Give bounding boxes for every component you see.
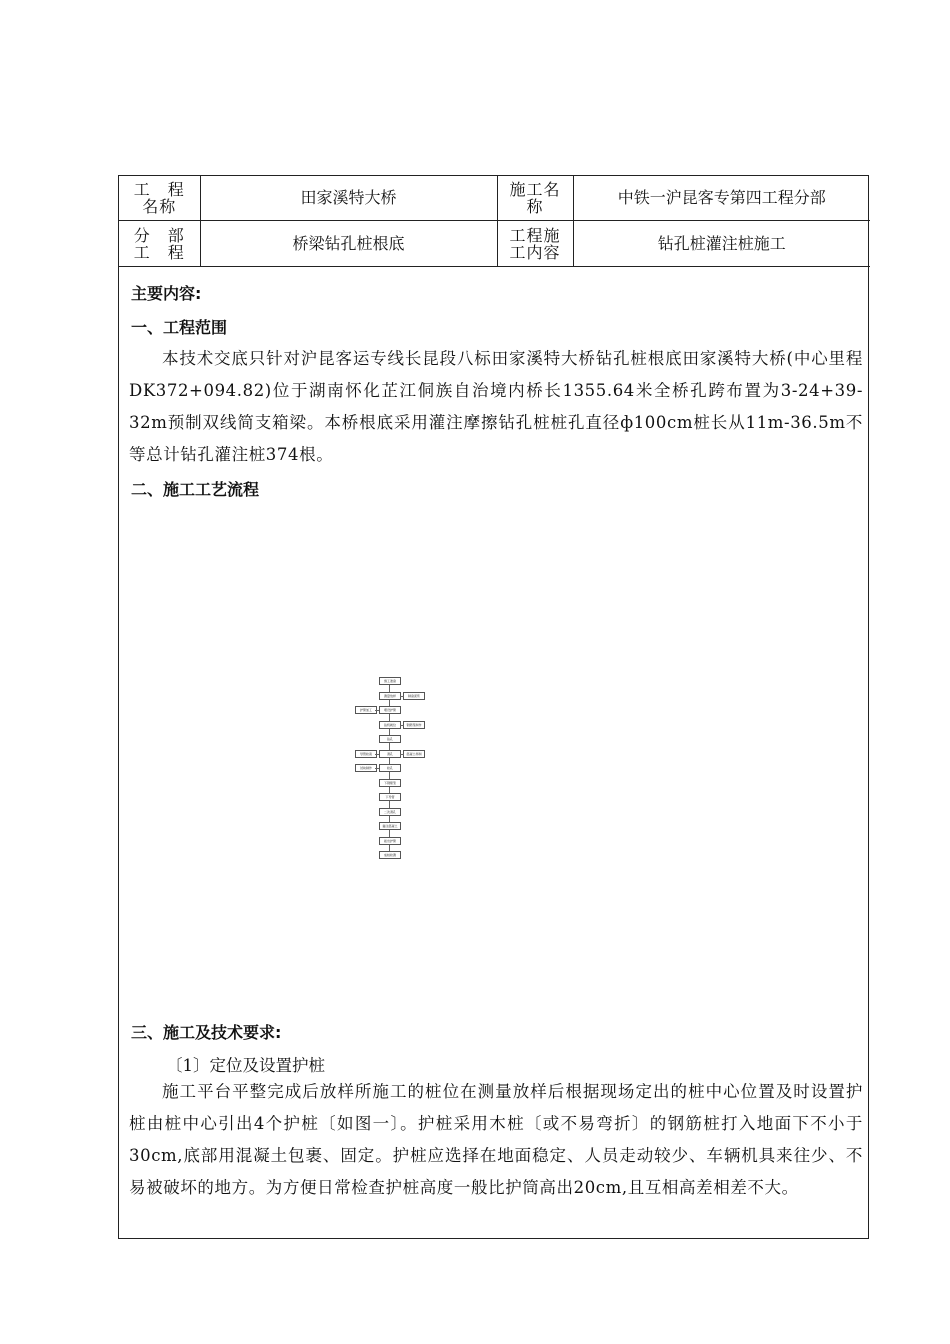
flow-side-connector xyxy=(375,754,379,755)
disclosure-sheet xyxy=(118,175,869,1239)
construction-unit-value: 中铁一沪昆客专第四工程分部 xyxy=(573,176,870,221)
division-label-line1: 分 部 xyxy=(133,225,185,245)
flow-side-step: 制备泥浆 xyxy=(403,692,425,700)
project-name-label xyxy=(119,176,200,221)
flow-step: 钻机就位 xyxy=(379,721,401,729)
construction-unit-label xyxy=(497,176,573,221)
flow-step: 下钢筋笼 xyxy=(379,779,401,787)
division-label-line2: 工 程 xyxy=(133,242,185,262)
flow-side-connector xyxy=(400,754,404,755)
project-name-label-line1: 工 程 xyxy=(133,180,185,199)
flow-side-connector xyxy=(400,696,404,697)
content-label xyxy=(497,221,573,267)
section3-title: 三、施工及技术要求: xyxy=(131,1023,282,1042)
flow-step: 二次清孔 xyxy=(379,808,401,816)
flow-step: 施工准备 xyxy=(379,677,401,685)
section2-title: 二、施工工艺流程 xyxy=(131,480,260,499)
flow-side-step: 钢筋笼制作 xyxy=(403,721,425,729)
content-label-line1: 工程施 xyxy=(509,225,561,245)
flow-side-connector xyxy=(375,710,379,711)
main-heading: 主要内容: xyxy=(131,284,202,303)
sub1-text: 施工平台平整完成后放样所施工的桩位在测量放样后根据现场定出的桩中心位置及时设置护桩由桩中心引出4个护桩〔如图一〕。护桩采用木桩〔或不易弯折〕的钢筋桩打入地面下不小于30cm,底部用混凝土包裹、固定。护桩应选择在地面稳定、人员走动较少、车辆机具来往少、不易被破坏的地方。为方便日常检查护桩高度一般比护筒高出20cm,且互相高差相差不大。 xyxy=(129,1082,863,1197)
flow-side-connector xyxy=(400,725,404,726)
flow-step: 清孔 xyxy=(379,750,401,758)
flow-step: 钻孔 xyxy=(379,735,401,743)
flow-step: 检孔 xyxy=(379,764,401,772)
flow-step: 下导管 xyxy=(379,793,401,801)
flow-side-step: 导管检查 xyxy=(355,750,377,758)
sub1-title: 〔1〕定位及设置护桩 xyxy=(166,1056,325,1075)
construction-unit-label-line2: 称 xyxy=(526,197,544,216)
flow-side-step: 护筒加工 xyxy=(355,706,377,714)
flow-step: 埋设护筒 xyxy=(379,706,401,714)
flow-step: 灌注混凝土 xyxy=(379,822,401,830)
flow-side-connector xyxy=(375,768,379,769)
construction-unit-label-line1: 施工名 xyxy=(509,180,561,199)
flow-step: 成桩检测 xyxy=(379,851,401,859)
project-name-value: 田家溪特大桥 xyxy=(200,176,497,221)
project-name-label-line2: 名称 xyxy=(142,197,177,216)
flow-side-step: 试块制作 xyxy=(355,764,377,772)
header-table xyxy=(119,176,870,267)
division-value: 桥梁钻孔桩根底 xyxy=(200,221,497,267)
division-label xyxy=(119,221,200,267)
flow-side-step: 混凝土拌制 xyxy=(403,750,425,758)
flow-step: 拔出护筒 xyxy=(379,837,401,845)
flow-step: 测量放样 xyxy=(379,692,401,700)
process-flowchart xyxy=(359,677,439,867)
section1-title: 一、工程范围 xyxy=(131,318,228,337)
content-label-line2: 工内容 xyxy=(509,242,561,262)
content-value: 钻孔桩灌注桩施工 xyxy=(573,221,870,267)
section1-text: 本技术交底只针对沪昆客运专线长昆段八标田家溪特大桥钻孔桩根底田家溪特大桥(中心里程DK372+094.82)位于湖南怀化芷江侗族自治境内桥长1355.64米全桥孔跨布置为3-24+39-32m预制双线简支箱梁。本桥根底采用灌注摩擦钻孔桩桩孔直径ф100cm桩长从11m-36.5m不等总计钻孔灌注桩374根。 xyxy=(129,349,863,464)
